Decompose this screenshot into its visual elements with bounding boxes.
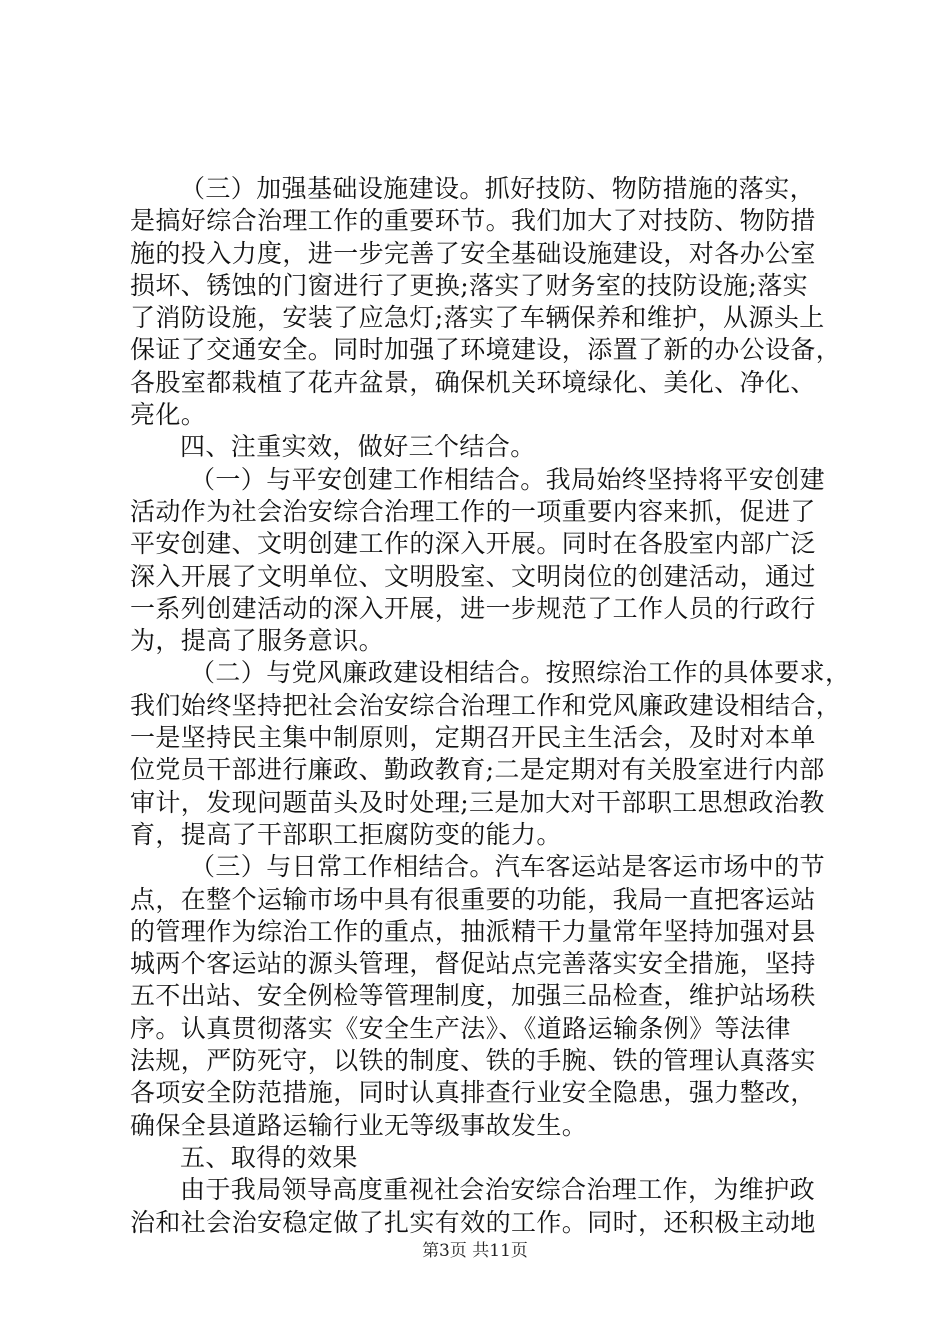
document-body [130,173,851,1239]
text-line: 审计，发现问题苗头及时处理;三是加大对干部职工思想政治教 [130,787,825,817]
text-line: （一）与平安创建工作相结合。我局始终坚持将平安创建 [190,464,826,494]
text-line: 我们始终坚持把社会治安综合治理工作和党风廉政建设相结合， [130,690,842,720]
text-line: 损坏、锈蚀的门窗进行了更换;落实了财务室的技防设施;落实 [130,270,809,300]
text-line: （三）与日常工作相结合。汽车客运站是客运市场中的节 [190,852,826,882]
text-line: 序。认真贯彻落实《安全生产法》、《道路运输条例》等法律 [130,1013,791,1043]
text-line: 保证了交通安全。同时加强了环境建设，添置了新的办公设备， [130,335,842,365]
text-line: 深入开展了文明单位、文明股室、文明岗位的创建活动，通过 [130,561,816,591]
text-line: 五不出站、安全例检等管理制度，加强三品检查，维护站场秩 [130,981,816,1011]
text-line: 法规，严防死守，以铁的制度、铁的手腕、铁的管理认真落实 [130,1046,816,1076]
text-line: 施的投入力度，进一步完善了安全基础设施建设，对各办公室 [130,238,816,268]
text-line: 平安创建、文明创建工作的深入开展。同时在各股室内部广泛 [130,529,816,559]
text-line: 各股室都栽植了花卉盆景，确保机关环境绿化、美化、净化、 [130,367,816,397]
text-line: 了消防设施，安装了应急灯;落实了车辆保养和维护，从源头上 [130,303,825,333]
text-line: 各项安全防范措施，同时认真排查行业安全隐患，强力整改， [130,1078,816,1108]
text-line: （二）与党风廉政建设相结合。按照综治工作的具体要求， [190,658,851,688]
text-line: 由于我局领导高度重视社会治安综合治理工作，为维护政 [180,1175,816,1205]
page-number-footer: 第3页 共11页 [422,1241,528,1261]
text-line: 位党员干部进行廉政、勤政教育;二是定期对有关股室进行内部 [130,755,825,785]
text-line: 城两个客运站的源头管理，督促站点完善落实安全措施，坚持 [130,949,816,979]
text-line: 点，在整个运输市场中具有很重要的功能，我局一直把客运站 [130,884,816,914]
text-line: 为，提高了服务意识。 [130,626,385,656]
section-heading: 五、取得的效果 [180,1142,358,1172]
text-line: （三）加强基础设施建设。抓好技防、物防措施的落实， [180,174,816,203]
text-line: 是搞好综合治理工作的重要环节。我们加大了对技防、物防措 [130,206,816,236]
section-heading: 四、注重实效，做好三个结合。 [180,432,536,462]
text-line: 活动作为社会治安综合治理工作的一项重要内容来抓，促进了 [130,496,816,526]
text-line: 治和社会治安稳定做了扎实有效的工作。同时，还积极主动地 [130,1207,816,1237]
text-line: 的管理作为综治工作的重点，抽派精干力量常年坚持加强对县 [130,916,816,946]
text-line: 育，提高了干部职工拒腐防变的能力。 [130,819,562,849]
text-line: 一系列创建活动的深入开展，进一步规范了工作人员的行政行 [130,593,816,623]
text-line: 一是坚持民主集中制原则，定期召开民主生活会，及时对本单 [130,723,816,753]
text-line: 确保全县道路运输行业无等级事故发生。 [130,1110,588,1140]
text-line: 亮化。 [130,400,207,430]
